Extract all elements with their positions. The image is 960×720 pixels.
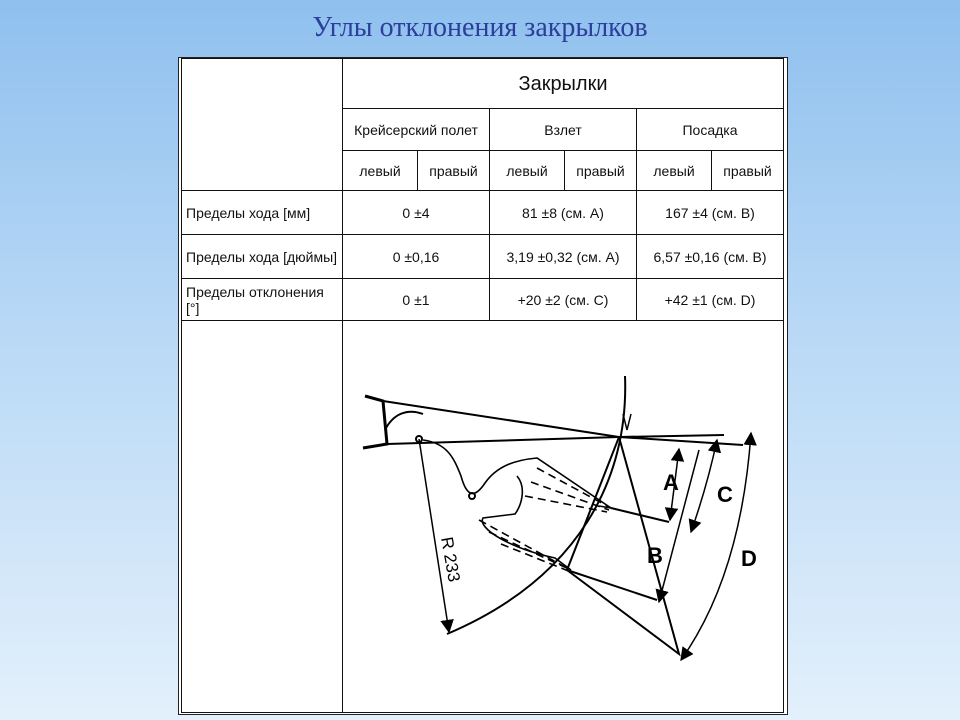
reference-line xyxy=(619,435,724,437)
value-cell: +42 ±1 (см. D) xyxy=(637,279,784,321)
side-cell: левый xyxy=(490,151,565,191)
flap-profile-takeoff xyxy=(423,440,611,508)
label-c: C xyxy=(717,482,733,507)
table-header: Закрылки xyxy=(343,59,784,109)
value-cell: 167 ±4 (см. B) xyxy=(637,191,784,235)
document-sheet xyxy=(178,57,788,715)
page-title: Углы отклонения закрылков xyxy=(312,12,648,43)
dim-arc-c xyxy=(691,440,717,532)
side-cell: правый xyxy=(565,151,637,191)
group-cruise: Крейсерский полет xyxy=(343,109,490,151)
side-cell: левый xyxy=(343,151,418,191)
label-d: D xyxy=(741,546,757,571)
landing-trailing-line xyxy=(567,570,657,600)
value-cell: 0 ±4 xyxy=(343,191,490,235)
value-cell: +20 ±2 (см. C) xyxy=(490,279,637,321)
flap-profile-landing xyxy=(482,476,571,570)
radius-line xyxy=(419,439,449,632)
value-cell: 0 ±1 xyxy=(343,279,490,321)
group-landing: Посадка xyxy=(637,109,784,151)
wing-bracket xyxy=(363,396,387,448)
side-cell: правый xyxy=(418,151,490,191)
row-label: Пределы хода [мм] xyxy=(182,191,343,235)
side-cell: левый xyxy=(637,151,712,191)
hinge-arc xyxy=(385,412,423,430)
row-label: Пределы хода [дюймы] xyxy=(182,235,343,279)
radius-label: R 233 xyxy=(437,535,464,584)
group-takeoff: Взлет xyxy=(490,109,637,151)
row-label: Пределы отклонения [°] xyxy=(182,279,343,321)
arc-arrow xyxy=(623,414,631,430)
label-b: B xyxy=(647,543,663,568)
flap-pivot xyxy=(469,493,475,499)
deflection-line-a xyxy=(567,437,619,570)
flap-deflection-diagram xyxy=(179,58,787,714)
value-cell: 0 ±0,16 xyxy=(343,235,490,279)
value-cell: 3,19 ±0,32 (см. A) xyxy=(490,235,637,279)
label-a: A xyxy=(663,470,679,495)
side-cell: правый xyxy=(712,151,784,191)
value-cell: 6,57 ±0,16 (см. B) xyxy=(637,235,784,279)
value-cell: 81 ±8 (см. A) xyxy=(490,191,637,235)
